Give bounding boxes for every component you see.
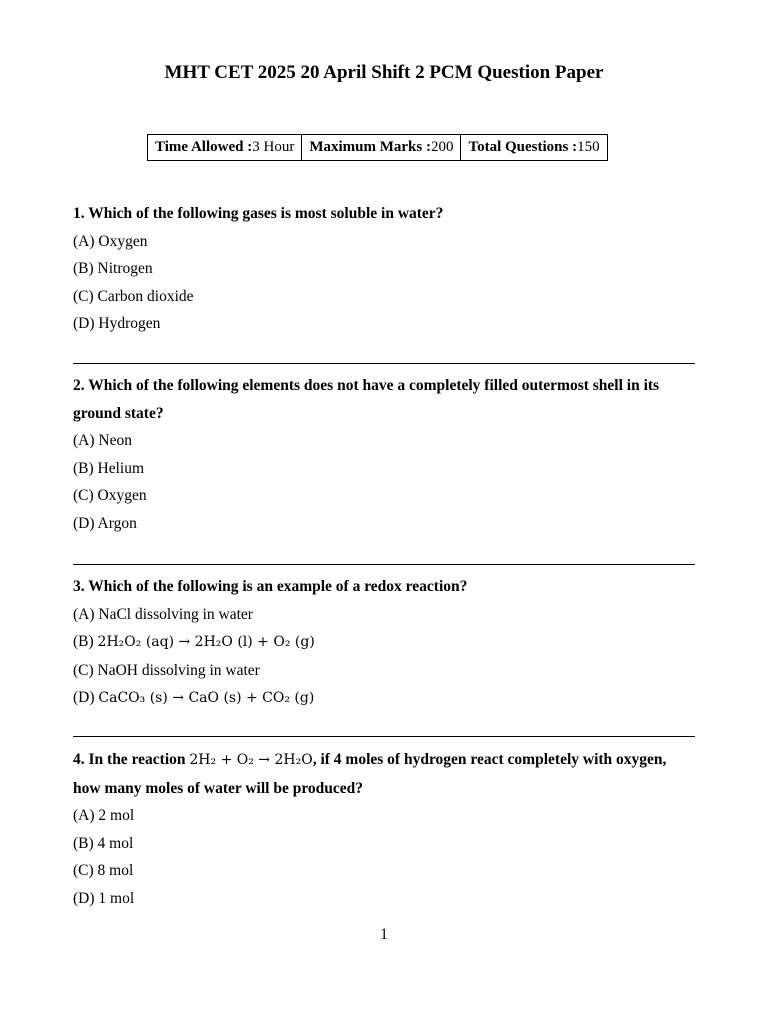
exam-info-table <box>147 134 608 161</box>
question-4-text-before: 4. In the reaction <box>73 751 186 768</box>
question-2 <box>73 372 695 537</box>
question-3-option-b-equation: 2H₂O₂ (aq) → 2H₂O (l) + O₂ (g) <box>97 634 315 650</box>
question-2-option-c: (C) Oxygen <box>73 487 147 504</box>
question-1-option-c: (C) Carbon dioxide <box>73 287 194 305</box>
question-4-text <box>73 746 695 802</box>
question-3-option-b-letter: (B) <box>73 633 94 650</box>
question-1-option-a: (A) Oxygen <box>73 232 148 250</box>
question-2-option-a: (A) Neon <box>73 432 132 449</box>
question-3-option-c: (C) NaOH dissolving in water <box>73 661 260 679</box>
maximum-marks-cell <box>302 135 461 161</box>
question-2-text: 2. Which of the following elements does not have a completely filled outermost shell in its ground state? <box>73 377 660 422</box>
time-allowed-cell <box>148 135 302 161</box>
question-2-option-d: (D) Argon <box>73 514 137 532</box>
divider-2 <box>73 564 695 565</box>
question-4-option-c: (C) 8 mol <box>73 862 134 879</box>
maximum-marks-label: Maximum Marks : <box>309 138 431 155</box>
question-1-text: 1. Which of the following gases is most soluble in water? <box>73 205 444 222</box>
page-number: 1 <box>380 926 388 943</box>
question-3-option-d <box>73 684 695 713</box>
time-allowed-value: 3 Hour <box>252 138 295 155</box>
total-questions-label: Total Questions : <box>468 138 578 155</box>
page-title: MHT CET 2025 20 April Shift 2 PCM Question Paper <box>164 62 604 83</box>
question-4-option-b: (B) 4 mol <box>73 834 134 852</box>
question-1-option-d: (D) Hydrogen <box>73 315 161 332</box>
divider-1 <box>73 363 695 364</box>
question-1 <box>73 200 695 338</box>
time-allowed-label: Time Allowed : <box>155 138 253 155</box>
question-4-option-d: (D) 1 mol <box>73 889 135 907</box>
total-questions-cell <box>461 135 607 161</box>
question-3-text: 3. Which of the following is an example of a redox reaction? <box>73 578 468 595</box>
question-4-option-a: (A) 2 mol <box>73 807 135 824</box>
question-3-option-d-equation: CaCO₃ (s) → CaO (s) + CO₂ (g) <box>98 690 315 706</box>
question-4-equation: 2H₂ + O₂ → 2H₂O <box>189 752 313 768</box>
question-4-text-after: , if 4 moles of hydrogen react completely with oxygen, how many moles of water will be produced? <box>73 751 667 797</box>
question-3-option-d-letter: (D) <box>73 689 95 706</box>
question-3-option-a: (A) NaCl dissolving in water <box>73 605 253 623</box>
divider-3 <box>73 736 695 737</box>
total-questions-value: 150 <box>577 138 600 155</box>
question-2-option-b: (B) Helium <box>73 459 145 477</box>
question-1-option-b: (B) Nitrogen <box>73 260 153 277</box>
question-3-option-b <box>73 628 695 657</box>
question-4 <box>73 746 695 912</box>
question-3 <box>73 573 695 713</box>
maximum-marks-value: 200 <box>430 138 454 155</box>
